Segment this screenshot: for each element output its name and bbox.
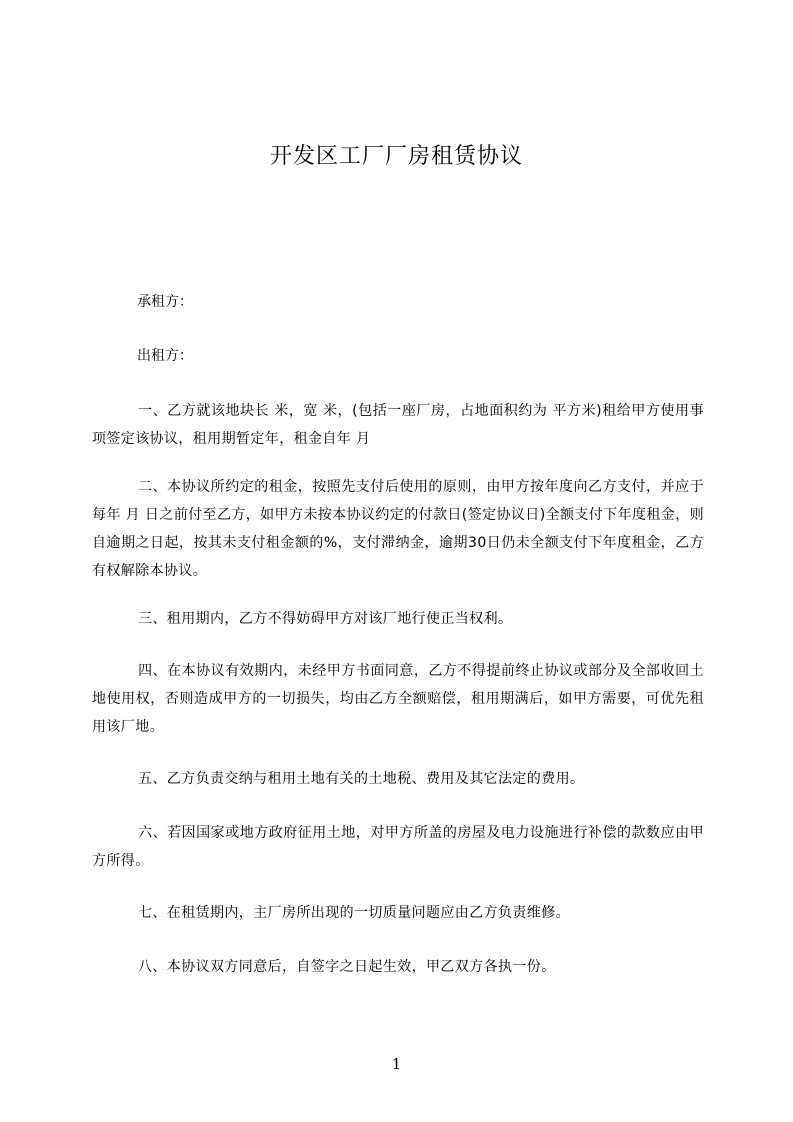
clause-5-text: 五、乙方负责交纳与租用土地有关的土地税、费用及其它法定的费用。 (138, 771, 585, 787)
document-title: 开发区工厂厂房租赁协议 (269, 144, 523, 169)
clause-1-text: 一、乙方就该地块长 米，宽 米，(包括一座厂房，占地面积约为 平方米)租给甲方使用事项签定该协议，租用期暂定年，租金自年 月 (92, 403, 704, 447)
clause-6 (92, 819, 704, 875)
clause-5 (92, 765, 704, 793)
clause-3 (92, 605, 704, 633)
clause-4 (92, 657, 704, 741)
clause-7 (92, 899, 704, 927)
clause-8-text: 八、本协议双方同意后，自签字之日起生效，甲乙双方各执一份。 (138, 959, 556, 975)
lessor-field: 出租方： (137, 348, 193, 364)
clause-2-text: 二、本协议所约定的租金，按照先支付后使用的原则，由甲方按年度向乙方支付，并应于每年 月 日之前付至乙方，如甲方未按本协议约定的付款日(签定协议日)全额支付下年度租金，则自逾期之日起，按其未支付租金额的%，支付滞纳金，逾期30日仍未全额支付下年度租金，乙方有权解除本协议。 (92, 479, 704, 579)
clause-3-text: 三、租用期内，乙方不得妨碍甲方对该厂地行使正当权利。 (138, 611, 513, 627)
page-number: 1 (391, 1055, 402, 1073)
clause-6-text: 六、若因国家或地方政府征用土地，对甲方所盖的房屋及电力设施进行补偿的款数应由甲方所得。 (92, 825, 704, 869)
clause-2 (92, 473, 704, 585)
clause-1 (92, 397, 704, 453)
clause-7-text: 七、在租赁期内，主厂房所出现的一切质量问题应由乙方负责维修。 (138, 905, 570, 921)
clause-4-text: 四、在本协议有效期内，未经甲方书面同意，乙方不得提前终止协议或部分及全部收回土地使用权，否则造成甲方的一切损失，均由乙方全额赔偿，租用期满后，如甲方需要，可优先租用该厂地。 (92, 663, 704, 735)
clause-8 (92, 953, 704, 981)
lessee-field: 承租方： (137, 294, 193, 310)
